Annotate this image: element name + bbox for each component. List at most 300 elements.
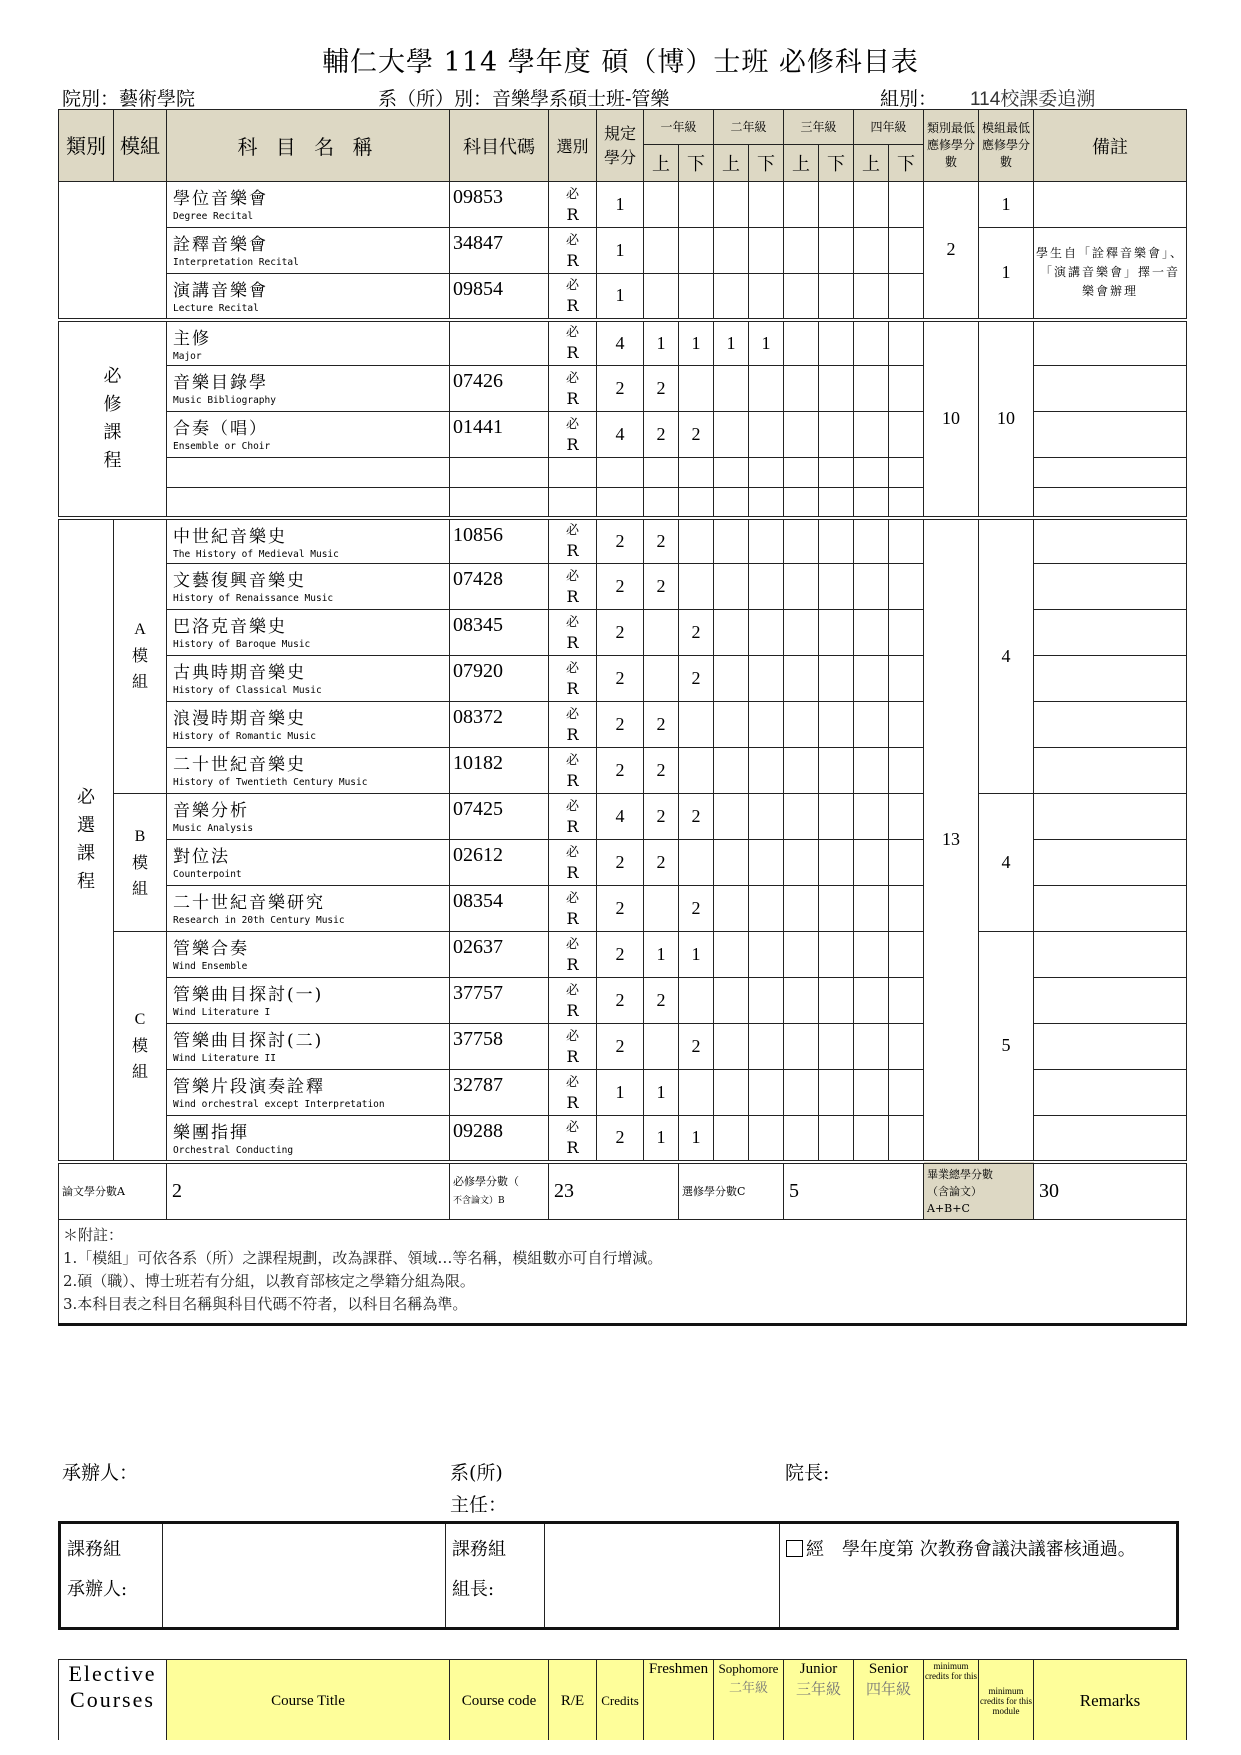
approval-text: 經 學年度第 次教務會議決議審核通過。 xyxy=(806,1539,1136,1560)
semester-credit: 2 xyxy=(644,702,679,748)
remark-cell[interactable] xyxy=(1034,518,1187,564)
semester-credit xyxy=(749,978,784,1024)
course-credits: 1 xyxy=(597,274,644,320)
header-semester-lower: 下 xyxy=(889,145,924,182)
empty-course-name[interactable] xyxy=(167,458,450,488)
semester-credit xyxy=(749,1070,784,1116)
course-type-zh: 必 xyxy=(565,798,579,814)
eng-course-title: Course Title xyxy=(167,1660,450,1743)
eng-freshmen: Freshmen xyxy=(644,1660,714,1743)
total-credits-value: 30 xyxy=(1034,1162,1187,1220)
table-row xyxy=(59,320,1187,366)
semester-credit xyxy=(819,610,854,656)
eng-re: R/E xyxy=(549,1660,597,1743)
course-name-cell xyxy=(167,366,450,412)
module-min-credits: 4 xyxy=(979,794,1034,932)
module-label-c xyxy=(114,932,167,1162)
module-min-credits: 1 xyxy=(979,228,1034,320)
remark-cell[interactable] xyxy=(1034,610,1187,656)
course-type-cell xyxy=(549,366,597,412)
course-name-en: Ensemble or Choir xyxy=(173,441,271,452)
course-type-zh: 必 xyxy=(565,277,579,293)
required-credits-value: 23 xyxy=(549,1162,679,1220)
semester-credit xyxy=(714,412,749,458)
semester-credit xyxy=(679,564,714,610)
course-type-en: R xyxy=(566,724,579,744)
semester-credit xyxy=(889,978,924,1024)
semester-credit xyxy=(714,564,749,610)
empty-type[interactable] xyxy=(549,458,597,488)
empty-semester[interactable] xyxy=(679,458,714,488)
module-min-credits: 10 xyxy=(979,320,1034,518)
semester-credit xyxy=(854,366,889,412)
empty-semester[interactable] xyxy=(784,488,819,518)
course-type-en: R xyxy=(566,770,579,790)
semester-credit: 1 xyxy=(644,1070,679,1116)
course-type-en: R xyxy=(566,678,579,698)
empty-course-code[interactable] xyxy=(450,488,549,518)
course-office-handler-field[interactable] xyxy=(163,1523,446,1629)
course-name-en: Orchestral Conducting xyxy=(173,1145,294,1156)
elective-credits-label: 選修學分數C xyxy=(679,1162,784,1220)
semester-credit xyxy=(749,274,784,320)
course-code: 10856 xyxy=(450,518,549,564)
empty-course-name[interactable] xyxy=(167,488,450,518)
course-name-cell xyxy=(167,840,450,886)
module-min-credits: 1 xyxy=(979,182,1034,228)
semester-credit xyxy=(819,564,854,610)
empty-semester[interactable] xyxy=(854,488,889,518)
department-label: 系（所）別：音樂學系碩士班-管樂 xyxy=(378,88,670,110)
course-name-zh: 詮釋音樂會 xyxy=(173,235,268,255)
course-name-cell xyxy=(167,932,450,978)
course-credits: 2 xyxy=(597,1024,644,1070)
notes-cell xyxy=(59,1220,1187,1325)
header-credits: 規定學分 xyxy=(597,110,644,182)
course-type-cell xyxy=(549,794,597,840)
semester-credit xyxy=(854,978,889,1024)
section-category-label xyxy=(59,182,167,320)
course-name-zh: 二十世紀音樂史 xyxy=(173,755,306,775)
empty-semester[interactable] xyxy=(854,458,889,488)
remark-cell[interactable] xyxy=(1034,182,1187,228)
course-type-cell xyxy=(549,702,597,748)
course-credits: 2 xyxy=(597,518,644,564)
course-type-cell xyxy=(549,182,597,228)
table-row xyxy=(59,932,1187,978)
course-name-zh: 對位法 xyxy=(173,847,230,867)
course-name-cell xyxy=(167,274,450,320)
semester-credit xyxy=(784,610,819,656)
remark-cell[interactable] xyxy=(1034,656,1187,702)
empty-course-code[interactable] xyxy=(450,458,549,488)
course-credits: 1 xyxy=(597,182,644,228)
course-name-zh: 學位音樂會 xyxy=(173,189,268,209)
course-type-zh: 必 xyxy=(565,568,579,584)
semester-credit xyxy=(854,1070,889,1116)
semester-credit xyxy=(714,182,749,228)
course-type-zh: 必 xyxy=(565,1028,579,1044)
course-type-en: R xyxy=(566,250,579,270)
remark-cell[interactable] xyxy=(1034,320,1187,366)
semester-credit xyxy=(889,748,924,794)
semester-credit xyxy=(889,932,924,978)
remark-cell[interactable] xyxy=(1034,412,1187,458)
semester-credit: 1 xyxy=(644,320,679,366)
semester-credit xyxy=(714,228,749,274)
course-name-en: Wind Ensemble xyxy=(173,961,248,972)
page-title: 輔仁大學 114 學年度 碩（博）士班 必修科目表 xyxy=(322,47,919,78)
semester-credit xyxy=(714,1070,749,1116)
header-category: 類別 xyxy=(59,110,114,182)
remark-cell[interactable] xyxy=(1034,978,1187,1024)
semester-credit xyxy=(784,518,819,564)
elective-credits-value: 5 xyxy=(784,1162,924,1220)
eng-senior-text: Senior xyxy=(868,1661,909,1677)
semester-credit xyxy=(784,886,819,932)
semester-credit xyxy=(819,1024,854,1070)
module-name: 模組 xyxy=(131,852,148,898)
header-semester-upper: 上 xyxy=(784,145,819,182)
semester-credit: 2 xyxy=(644,518,679,564)
module-min-credits: 4 xyxy=(979,518,1034,794)
eng-senior xyxy=(854,1660,924,1743)
semester-credit xyxy=(784,840,819,886)
eng-junior-text: Junior xyxy=(799,1661,838,1677)
semester-credit xyxy=(749,412,784,458)
semester-credit xyxy=(784,366,819,412)
course-type-zh: 必 xyxy=(565,370,579,386)
college-label: 院別：藝術學院 xyxy=(62,88,196,110)
course-name-cell xyxy=(167,228,450,274)
english-header-table xyxy=(58,1659,1187,1743)
remark-cell[interactable] xyxy=(1034,886,1187,932)
course-name-zh: 浪漫時期音樂史 xyxy=(173,709,306,729)
approval-table xyxy=(58,1521,1179,1630)
module-name: 模組 xyxy=(131,646,148,692)
course-name-cell xyxy=(167,886,450,932)
header-year-4: 四年級 xyxy=(854,110,924,145)
thesis-credits-label: 論文學分數A xyxy=(59,1162,167,1220)
semester-credit xyxy=(854,228,889,274)
empty-semester[interactable] xyxy=(644,458,679,488)
course-credits: 2 xyxy=(597,656,644,702)
semester-credit xyxy=(889,840,924,886)
required-label-2: 不含論文）B xyxy=(453,1195,505,1206)
empty-semester[interactable] xyxy=(644,488,679,518)
course-name-zh: 音樂目錄學 xyxy=(173,373,268,393)
semester-credit xyxy=(889,702,924,748)
semester-credit xyxy=(679,702,714,748)
course-name-cell xyxy=(167,748,450,794)
semester-credit xyxy=(644,228,679,274)
header-semester-lower: 下 xyxy=(749,145,784,182)
module-letter: C xyxy=(134,1010,146,1028)
semester-credit: 2 xyxy=(644,564,679,610)
semester-credit xyxy=(714,656,749,702)
remark-cell[interactable] xyxy=(1034,488,1187,518)
header-semester-upper: 上 xyxy=(644,145,679,182)
remark-cell[interactable] xyxy=(1034,1070,1187,1116)
course-office-handler-label xyxy=(60,1523,163,1629)
semester-credit xyxy=(854,564,889,610)
course-type-zh: 必 xyxy=(565,523,579,539)
approval-checkbox[interactable] xyxy=(786,1540,803,1557)
course-code xyxy=(450,320,549,366)
semester-credit xyxy=(854,932,889,978)
empty-type[interactable] xyxy=(549,488,597,518)
dean-label: 院長: xyxy=(785,1462,830,1484)
course-credits: 1 xyxy=(597,1070,644,1116)
semester-credit xyxy=(784,748,819,794)
semester-credit xyxy=(679,228,714,274)
course-name-zh: 音樂分析 xyxy=(173,801,249,821)
course-type-en: R xyxy=(566,204,579,224)
header-course-name: 科 目 名 稱 xyxy=(167,110,450,182)
semester-credit xyxy=(819,518,854,564)
semester-credit xyxy=(854,320,889,366)
empty-semester[interactable] xyxy=(819,458,854,488)
semester-credit: 2 xyxy=(644,748,679,794)
category-min-credits: 2 xyxy=(924,182,979,320)
table-row xyxy=(59,228,1187,274)
empty-semester[interactable] xyxy=(749,488,784,518)
course-code: 32787 xyxy=(450,1070,549,1116)
course-name-en: History of Twentieth Century Music xyxy=(173,777,368,788)
empty-semester[interactable] xyxy=(714,458,749,488)
semester-credit xyxy=(679,182,714,228)
semester-credit xyxy=(819,274,854,320)
course-office-label: 課務組 xyxy=(67,1539,121,1560)
semester-credit: 1 xyxy=(749,320,784,366)
remark-cell[interactable] xyxy=(1034,1024,1187,1070)
semester-credit xyxy=(819,794,854,840)
course-code: 07426 xyxy=(450,366,549,412)
course-type-en: R xyxy=(566,954,579,974)
course-type-en: R xyxy=(566,1137,579,1157)
semester-credit xyxy=(749,794,784,840)
course-credits: 2 xyxy=(597,978,644,1024)
course-credits: 4 xyxy=(597,794,644,840)
eng-junior xyxy=(784,1660,854,1743)
remark-cell[interactable] xyxy=(1034,366,1187,412)
empty-semester[interactable] xyxy=(714,488,749,518)
course-name-en: Music Bibliography xyxy=(173,395,276,406)
course-code: 08354 xyxy=(450,886,549,932)
empty-semester[interactable] xyxy=(819,488,854,518)
semester-credit: 2 xyxy=(679,886,714,932)
semester-credit xyxy=(749,564,784,610)
section-category-text: 必選課程 xyxy=(77,786,95,892)
course-office-label-2: 課務組 xyxy=(452,1539,506,1560)
remark-cell[interactable] xyxy=(1034,840,1187,886)
empty-semester[interactable] xyxy=(889,458,924,488)
remark-cell[interactable] xyxy=(1034,458,1187,488)
semester-credit xyxy=(889,794,924,840)
semester-credit: 1 xyxy=(679,1116,714,1162)
course-code: 07425 xyxy=(450,794,549,840)
section-category-required xyxy=(59,320,167,518)
header-semester-upper: 上 xyxy=(714,145,749,182)
course-type-en: R xyxy=(566,1000,579,1020)
note-item: 3.本科目表之科目名稱與科目代碼不符者，以科目名稱為準。 xyxy=(63,1295,468,1313)
course-name-en: The History of Medieval Music xyxy=(173,548,339,560)
thesis-credits-value: 2 xyxy=(167,1162,450,1220)
remark-cell[interactable] xyxy=(1034,1116,1187,1162)
remark-cell[interactable] xyxy=(1034,794,1187,840)
course-credits: 4 xyxy=(597,412,644,458)
course-name-cell xyxy=(167,702,450,748)
required-label-1: 必修學分數（ xyxy=(453,1174,519,1188)
empty-credits[interactable] xyxy=(597,458,644,488)
group-value: 114校課委追溯 xyxy=(970,89,1096,110)
course-type-cell xyxy=(549,320,597,366)
empty-semester[interactable] xyxy=(889,488,924,518)
table-row xyxy=(59,518,1187,564)
course-type-zh: 必 xyxy=(565,660,579,676)
course-credits: 2 xyxy=(597,366,644,412)
module-letter: A xyxy=(134,621,146,639)
semester-credit xyxy=(819,702,854,748)
course-table xyxy=(58,109,1187,1326)
semester-credit xyxy=(644,610,679,656)
required-credits-label xyxy=(450,1162,549,1220)
course-type-en: R xyxy=(566,295,579,315)
course-name-en: Interpretation Recital xyxy=(173,257,299,268)
empty-semester[interactable] xyxy=(679,488,714,518)
module-min-credits: 5 xyxy=(979,932,1034,1162)
eng-min-module: minimum credits for this module xyxy=(979,1660,1034,1743)
semester-credit xyxy=(854,702,889,748)
course-credits: 2 xyxy=(597,1116,644,1162)
course-code: 02612 xyxy=(450,840,549,886)
semester-credit xyxy=(784,794,819,840)
course-code: 09288 xyxy=(450,1116,549,1162)
semester-credit xyxy=(714,1116,749,1162)
remark-cell[interactable] xyxy=(1034,564,1187,610)
course-name-zh: 管樂曲目探討(二) xyxy=(173,1031,324,1051)
course-type-zh: 必 xyxy=(565,232,579,248)
semester-credit: 2 xyxy=(679,1024,714,1070)
semester-credit xyxy=(854,1116,889,1162)
eng-elective-2: Courses xyxy=(70,1687,155,1712)
semester-credit xyxy=(749,840,784,886)
header-course-code: 科目代碼 xyxy=(450,110,549,182)
category-min-credits: 10 xyxy=(924,320,979,518)
semester-credit xyxy=(819,320,854,366)
semester-credit xyxy=(749,1116,784,1162)
remark-cell[interactable] xyxy=(1034,702,1187,748)
semester-credit xyxy=(854,886,889,932)
semester-credit: 2 xyxy=(644,840,679,886)
semester-credit: 2 xyxy=(679,794,714,840)
header-year-3: 三年級 xyxy=(784,110,854,145)
course-name-zh: 管樂合奏 xyxy=(173,939,249,959)
semester-credit xyxy=(679,274,714,320)
semester-credit xyxy=(714,748,749,794)
semester-credit xyxy=(819,978,854,1024)
eng-credits: Credits xyxy=(597,1660,644,1743)
semester-credit: 2 xyxy=(679,412,714,458)
course-name-cell xyxy=(167,978,450,1024)
semester-credit xyxy=(854,610,889,656)
course-credits: 2 xyxy=(597,840,644,886)
course-name-cell xyxy=(167,794,450,840)
page-bottom-edge xyxy=(0,1740,1241,1755)
course-credits: 2 xyxy=(597,702,644,748)
course-credits: 2 xyxy=(597,886,644,932)
course-type-en: R xyxy=(566,586,579,606)
dept-head-label-1: 系(所) xyxy=(450,1462,503,1484)
eng-sophomore-zh: 二年級 xyxy=(728,1680,768,1695)
notes-row xyxy=(59,1220,1187,1325)
semester-credit xyxy=(784,320,819,366)
course-name-en: Music Analysis xyxy=(173,823,254,834)
semester-credit xyxy=(784,228,819,274)
course-type-cell xyxy=(549,518,597,564)
module-letter: B xyxy=(134,827,146,845)
empty-semester[interactable] xyxy=(749,458,784,488)
semester-credit xyxy=(889,366,924,412)
course-type-zh: 必 xyxy=(565,706,579,722)
semester-credit xyxy=(679,366,714,412)
semester-credit xyxy=(784,1116,819,1162)
remark-cell[interactable] xyxy=(1034,748,1187,794)
course-credits: 2 xyxy=(597,932,644,978)
semester-credit: 1 xyxy=(644,932,679,978)
semester-credit xyxy=(854,794,889,840)
course-chief-field[interactable] xyxy=(545,1523,780,1629)
course-name-en: Wind Literature I xyxy=(173,1007,271,1018)
semester-credit xyxy=(784,274,819,320)
empty-semester[interactable] xyxy=(784,458,819,488)
remark-cell[interactable] xyxy=(1034,932,1187,978)
semester-credit xyxy=(679,748,714,794)
course-name-zh: 合奏（唱） xyxy=(173,419,268,439)
semester-credit xyxy=(749,748,784,794)
course-name-zh: 演講音樂會 xyxy=(173,281,268,301)
semester-credit xyxy=(784,978,819,1024)
semester-credit xyxy=(749,1024,784,1070)
semester-credit xyxy=(854,274,889,320)
empty-credits[interactable] xyxy=(597,488,644,518)
semester-credit xyxy=(749,702,784,748)
course-name-en: History of Renaissance Music xyxy=(173,593,334,604)
course-name-en: History of Romantic Music xyxy=(173,731,316,742)
course-type-en: R xyxy=(566,908,579,928)
semester-credit xyxy=(854,182,889,228)
course-code: 37757 xyxy=(450,978,549,1024)
semester-credit xyxy=(889,886,924,932)
course-type-zh: 必 xyxy=(565,186,579,202)
course-type-cell xyxy=(549,1070,597,1116)
course-name-en: Degree Recital xyxy=(173,211,254,222)
semester-credit xyxy=(784,1024,819,1070)
course-type-en: R xyxy=(566,388,579,408)
course-type-cell xyxy=(549,412,597,458)
semester-credit xyxy=(714,702,749,748)
remark-note: 學生自「詮釋音樂會」、「演講音樂會」擇一音樂會辦理 xyxy=(1034,228,1187,320)
semester-credit xyxy=(889,182,924,228)
course-type-zh: 必 xyxy=(565,936,579,952)
course-type-en: R xyxy=(566,343,579,363)
course-code: 08345 xyxy=(450,610,549,656)
eng-sophomore-text: Sophomore xyxy=(718,1661,779,1676)
module-label-a xyxy=(114,518,167,794)
course-type-cell xyxy=(549,978,597,1024)
semester-credit: 1 xyxy=(644,1116,679,1162)
header-year-2: 二年級 xyxy=(714,110,784,145)
